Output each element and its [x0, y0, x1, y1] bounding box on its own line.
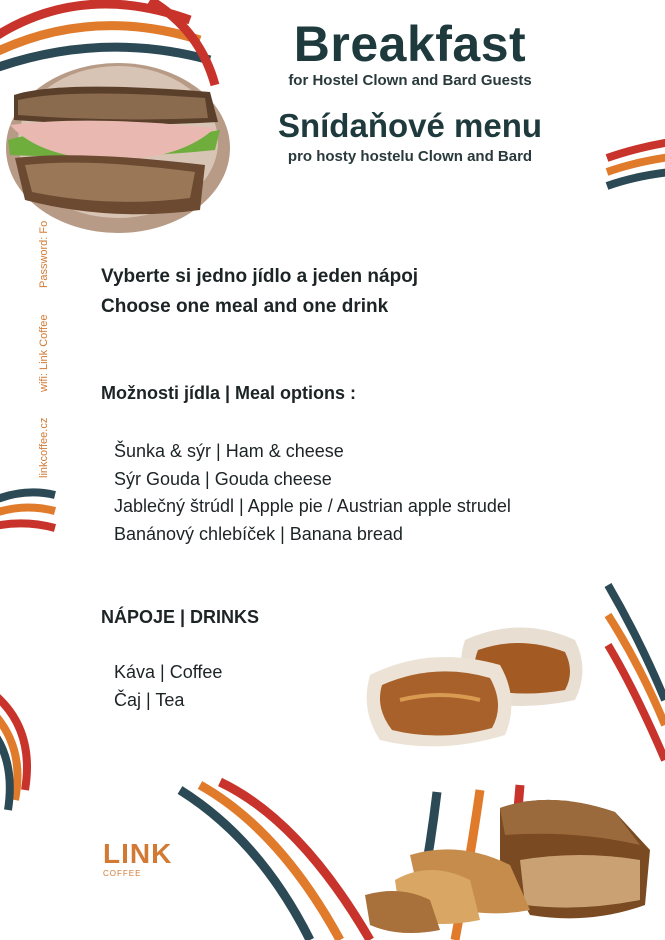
- drink-item: Káva | Coffee: [114, 662, 223, 682]
- strudel-image: [367, 628, 583, 747]
- wifi-label: wifi: Link Coffee: [38, 314, 50, 392]
- subtitle-cz: pro hosty hostelu Clown and Bard: [287, 148, 533, 165]
- meal-item: Sýr Gouda | Gouda cheese: [114, 469, 332, 489]
- left-stripes-middle: [0, 492, 55, 528]
- meals-heading: Možnosti jídla | Meal options :: [101, 383, 357, 403]
- sandwich-image: [6, 63, 230, 233]
- drinks-heading: NÁPOJE | DRINKS: [101, 607, 260, 627]
- intro-en: Choose one meal and one drink: [101, 296, 389, 317]
- website-label: linkcoffee.cz: [38, 417, 50, 478]
- banana-bread-image: [365, 800, 650, 933]
- intro-cz: Vyberte si jedno jídlo a jeden nápoj: [101, 266, 419, 287]
- left-stripes-lower: [0, 695, 27, 810]
- link-logo-tagline: COFFEE: [103, 869, 142, 878]
- password-label: Password: Fo: [38, 220, 50, 288]
- page-title-cz: Snídaňové menu: [277, 107, 543, 144]
- right-stripes-lower: [608, 585, 665, 760]
- drink-item: Čaj | Tea: [114, 690, 185, 710]
- link-logo: LINK: [103, 838, 173, 869]
- meal-item: Šunka & sýr | Ham & cheese: [114, 441, 344, 461]
- meal-item: Jablečný štrúdl | Apple pie / Austrian apple strudel: [114, 496, 511, 516]
- page-title: Breakfast: [293, 16, 527, 72]
- right-stripes-upper: [607, 142, 665, 186]
- meal-item: Banánový chlebíček | Banana bread: [114, 524, 403, 544]
- subtitle-en: for Hostel Clown and Bard Guests: [288, 72, 532, 89]
